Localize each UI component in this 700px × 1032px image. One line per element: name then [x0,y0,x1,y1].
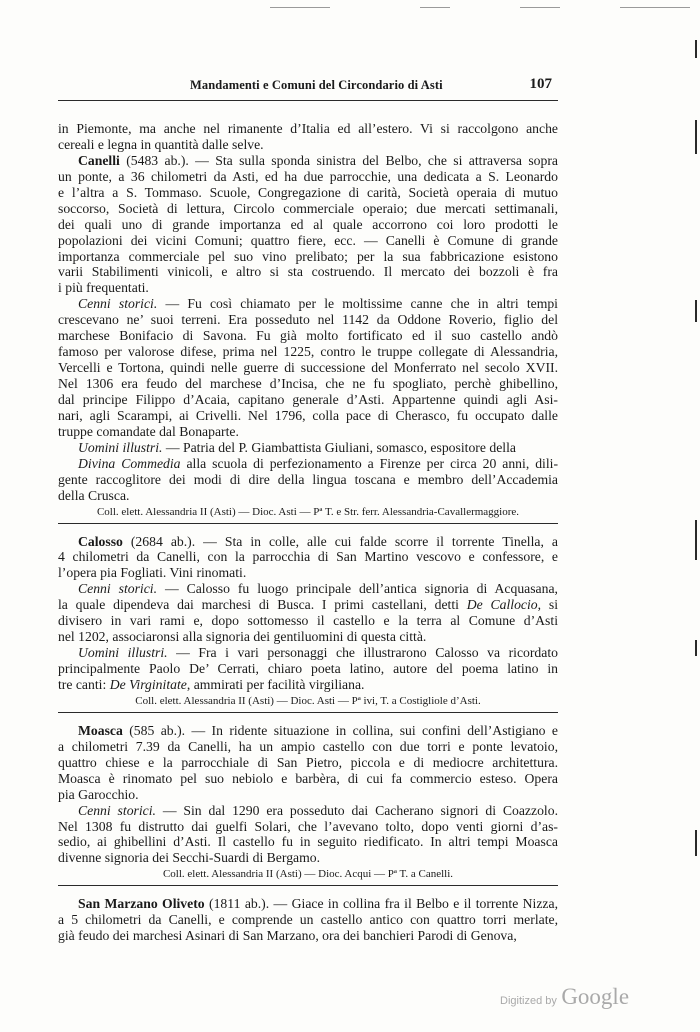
text-line [58,169,558,185]
text-line [58,424,558,440]
entry-heading: San Marzano Oliveto [78,896,205,912]
line-text: famoso per valorose difese, prima nel 1225, contro le truppe collegate di Alessandria, [58,344,558,360]
text-line [58,392,558,408]
text-line [58,137,558,153]
line-text: marchese Bonifacio di Savona. Fu già molto fortificato ed il suo castello andò [58,328,558,344]
line-text: truppe comandate dal Bonaparte. [58,423,239,439]
text-line [58,249,558,265]
text-line [58,565,558,581]
text-line [58,456,558,472]
italic-subheading: Cenni storici. [78,802,156,818]
line-text: popolazioni dei vicini Comuni; quattro fiere, ecc. — Canelli è Comune di grande [58,232,558,248]
line-text: Vercelli e Tortona, quindi nelle guerre di successione del Monferrato nel secolo XVII. [58,360,558,376]
line-text: dal principe Filippo d’Acaia, capitano generale d’Asti. Appartenne quindi agli Asi- [58,391,558,407]
line-text-cont: , ammirati per facilità virgiliana. [186,676,365,692]
line-text: principalmente Paolo De’ Cerrati, chiaro poeta latino, autore del poema latino in [58,661,558,676]
line-text: — Fu così chiamato per le moltissime canne che in altri tempi [157,296,558,312]
line-text: — Calosso fu luogo principale dell’antica signoria di Acquasana, [157,581,558,597]
line-text: nel 1202, associaronsi alla signoria dei gentiluomini di questa città. [58,629,427,645]
text-line [58,472,558,488]
line-text: — Fra i vari personaggi che illustrarono Calosso va ricordato [167,645,558,661]
italic-subheading: Divina Commedia [78,455,181,471]
text-line [58,850,558,866]
line-text: (2684 ab.). — Sta in colle, alle cui falde scorre il torrente Tinella, a [122,533,558,549]
text-line [58,408,558,424]
line-text: la quale dipendeva dai marchesi di Busca. I primi castellani, detti [58,597,467,613]
text-line [58,771,558,787]
line-text: (585 ab.). — In ridente situazione in collina, sui confini dell’Astigiano e [122,722,558,738]
text-line [58,488,558,504]
italic-subheading: Uomini illustri. [78,645,168,661]
line-text: — Patria del P. Giambattista Giuliani, somasco, espositore della [162,439,516,455]
line-text: gente raccoglitore dei modi di dire della lingua toscana e membro dell’Accademia [58,471,558,487]
text-line [58,440,558,456]
collegio-note: Coll. elett. Alessandria II (Asti) — Dioc. Asti — Pª ivi, T. a Costigliole d’Asti. [135,694,481,707]
entry-heading: Moasca [78,722,123,738]
italic-subheading: Cenni storici. [78,581,158,597]
text-line [58,819,558,835]
line-text: varii Stabilimenti vinicoli, e altro si sta costruendo. Il mercato dei bozzoli è fra [58,264,558,280]
text-line [58,597,558,613]
line-text: della Crusca. [58,487,130,503]
text-line [58,153,558,169]
scan-artifact-top [0,0,700,14]
text-line [58,755,558,771]
line-text: l’opera pia Fogliati. Vini rinomati. [58,565,247,581]
scan-artifact-right-edge [690,0,700,1032]
text-line [58,280,558,296]
text-line [58,534,558,550]
running-title: Mandamenti e Comuni del Circondario di Asti [190,78,443,92]
line-text: importanza commerciale pel suo vino prelibato; per la sua fabbricazione esistono [58,248,558,264]
line-text: in Piemonte, ma anche nel rimanente d’Italia ed all’estero. Vi si raccolgono anche [58,121,558,136]
line-text: Nel 1308 fu distrutto dai guelfi Solari, che l’avevano tolto, dopo venti giorni d’as- [58,818,558,834]
line-text: cereali e legna in quantità dalle selve. [58,136,264,152]
line-text: i più frequentati. [58,280,149,296]
text-line [58,834,558,850]
italic-term: De Callocio [466,597,538,613]
italic-subheading: Cenni storici. [78,296,158,312]
section-separator [58,523,558,524]
text-line [58,201,558,217]
text-line [58,629,558,645]
line-text: Nel 1306 era feudo del marchese d’Incisa, che ne fu spogliato, perchè ghibellino, [58,376,558,391]
watermark-brand: Google [561,984,630,1009]
text-line [58,121,558,137]
text-line [58,661,558,677]
text-line [58,344,558,360]
collegio-note: Coll. elett. Alessandria II (Asti) — Dioc. Acqui — Pª T. a Canelli. [162,868,454,881]
text-line [58,896,558,912]
line-text: soccorso, Società di lettura, Circolo commerciale operaio; due mercati settimanali, [58,200,558,216]
line-text: già feudo dei marchesi Asinari di San Marzano, ora dei banchieri Parodi di Genova, [58,928,517,944]
line-text: nari, agli Scarampi, ai Crivelli. Nel 1796, colla pace di Cherasco, fu occupato dalle [58,407,558,423]
text-line [58,787,558,803]
text-line [58,723,558,739]
line-text: un ponte, a 36 chilometri da Asti, ed ha due parrocchie, una dedicata a S. Leonardo [58,168,558,184]
line-text: divenne signoria dei Secchi-Suardi di Bergamo. [58,850,321,866]
line-text-cont: , si [537,597,558,613]
entry-heading: Canelli [78,152,120,168]
text-line [58,233,558,249]
text-line [58,928,558,944]
section-separator [58,885,558,886]
text-line [58,677,558,693]
italic-subheading: Uomini illustri. [78,439,163,455]
page-number: 107 [529,76,552,92]
text-line [58,296,558,312]
running-header [58,78,558,101]
line-text: alla scuola di perfezionamento a Firenze per circa 20 anni, dili- [180,455,558,471]
collegio-note: Coll. elett. Alessandria II (Asti) — Dioc. Asti — Pª T. e Str. ferr. Alessandria-Cavallermaggiore. [96,505,520,518]
text-line [58,912,558,928]
text-line [58,613,558,629]
line-text: Moasca è rinomato pel suo nebiolo e barbèra, di cui fa commercio esteso. Opera [58,770,558,786]
line-text: divisero in vari rami e, dopo sottomesso il castello e la terra al Comune d’Asti [58,613,558,629]
text-line [58,328,558,344]
text-line [58,739,558,755]
line-text: 4 chilometri da Canelli, con la parrocchia di San Martino vescovo e confessore, e [58,549,558,565]
page-body [58,121,558,944]
line-text: tre canti: [58,676,110,692]
line-text: — Sin dal 1290 era posseduto dai Cacherano signori di Coazzolo. [155,802,558,818]
text-line [58,376,558,392]
text-line [58,581,558,597]
line-text: (1811 ab.). — Giace in collina fra il Belbo e il torrente Nizza, [204,896,558,912]
text-line [58,312,558,328]
italic-term: De Virginitate [109,676,187,692]
text-line [58,264,558,280]
line-text: (5483 ab.). — Sta sulla sponda sinistra del Belbo, che si attraversa sopra [119,152,558,168]
watermark-prefix: Digitized by [500,995,557,1007]
text-line [58,217,558,233]
line-text: quattro chiese e la parrocchiale di San Pietro, piccola e di mediocre architettura. [58,754,558,770]
line-text: a 5 chilometri da Canelli, e comprende un castello antico con quattro torri merlate, [58,912,558,928]
entry-heading: Calosso [78,533,123,549]
google-watermark [500,984,629,1010]
text-line [58,803,558,819]
text-line [58,549,558,565]
text-line [58,645,558,661]
line-text: e l’altra a S. Tommaso. Scuole, Congregazione di carità, Società operaia di mutuo [58,184,558,200]
text-line [58,185,558,201]
line-text: sedio, ai ghibellini d’Asti. Il castello fu in seguito riedificato. In altri tempi Moasca [58,834,558,850]
section-separator [58,712,558,713]
line-text: crescevano ne’ suoi terreni. Era posseduto nel 1142 da Oddone Roverio, figlio del [58,312,558,328]
line-text: dei quali uno di grande importanza ed al quale accorrono coi loro prodotti le [58,216,558,232]
line-text: pia Garocchio. [58,786,139,802]
text-line [58,360,558,376]
line-text: a chilometri 7.39 da Canelli, ha un ampio castello con due torri e ponte levatoio, [58,738,558,754]
